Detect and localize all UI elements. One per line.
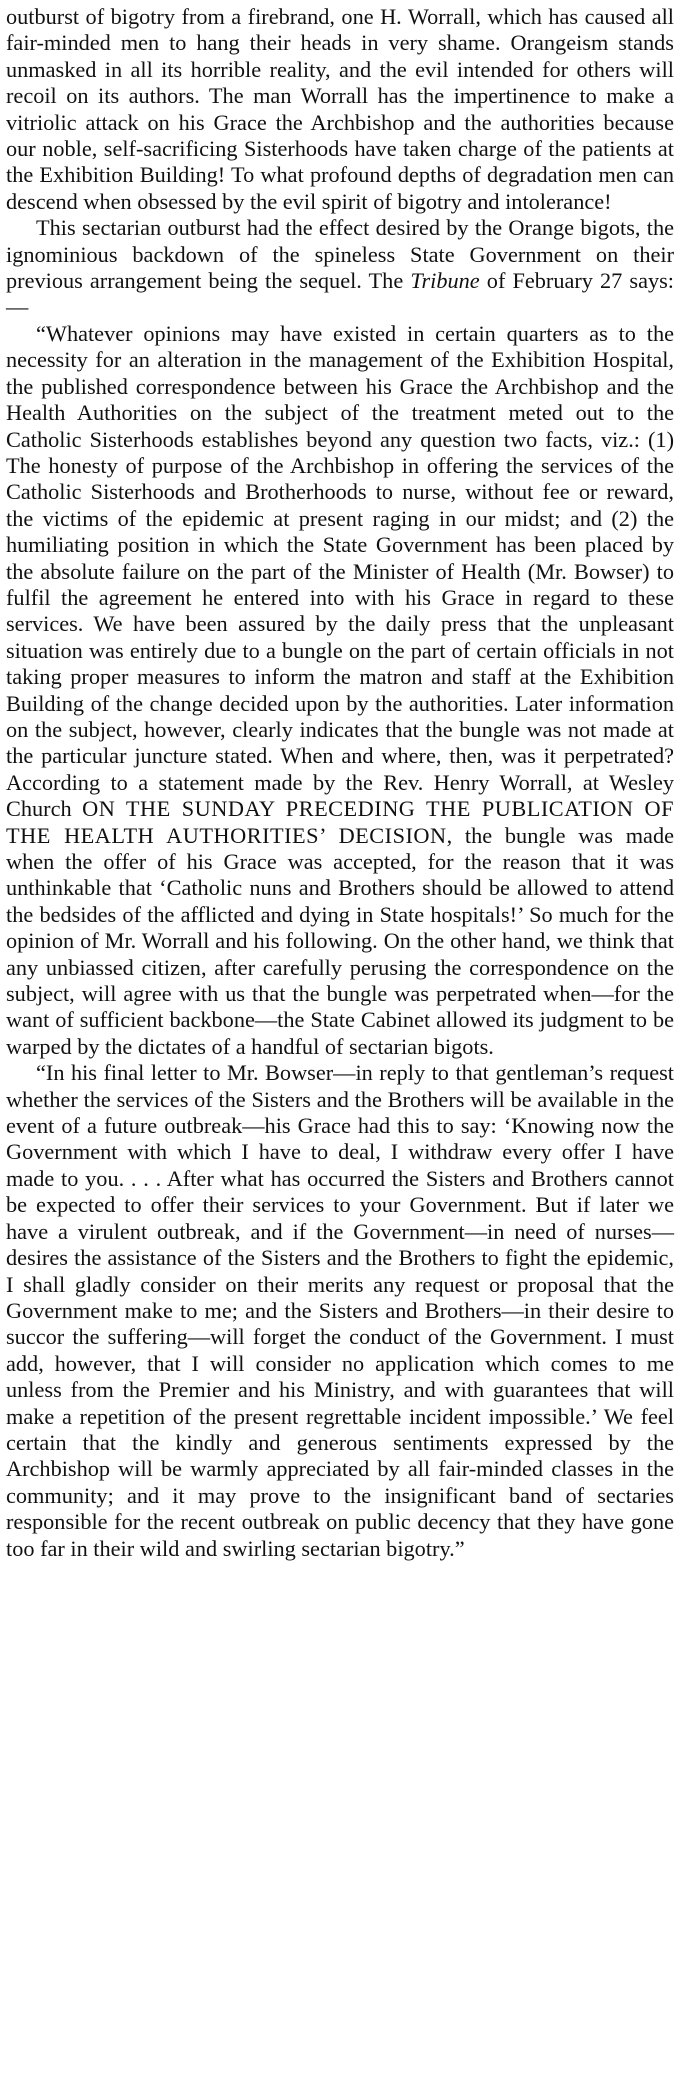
newspaper-title: Tribune (410, 268, 480, 294)
paragraph-3 (6, 321, 674, 1060)
paragraph-2 (6, 215, 674, 321)
paragraph-2-tail: of February 27 says:— (6, 268, 675, 320)
paragraph-3-tail: , the bungle was made when the offer of his Grace was accepted, for the reason that it was unthinkable that ‘Catholic nuns and Brothers should be allowed to attend the bedsides of the afflicted and dying in State hospitals!’ So much for the opinion of Mr. Worrall and his following. On the other hand, we think that any unbiassed citizen, after carefully perusing the correspondence on the subject, will agree with us that the bungle was perpetrated when—for the want of sufficient backbone—the State Cabinet allowed its judgment to be warped by the dictates of a handful of sectarian bigots. (6, 822, 674, 1059)
paragraph-4: “In his final letter to Mr. Bowser—in reply to that gentleman’s request whether the services of the Sisters and the Brothers will be available in the event of a future outbreak—his Grace had this to say: ‘Knowing now the Government with which I have to deal, I withdraw every offer I have made to you. . . . After what has occurred the Sisters and Brothers cannot be expected to offer their services to your Government. But if later we have a virulent outbreak, and if the Government—in need of nurses—desires the assistance of the Sisters and the Brothers to fight the epidemic, I shall gladly consider on their merits any request or proposal that the Government make to me; and the Sisters and Brothers—in their desire to succor the suffering—will forget the conduct of the Government. I must add, however, that I will consider no application which comes to me unless from the Premier and his Ministry, and with guarantees that will make a repetition of the present regrettable incident impossible.’ We feel certain that the kindly and generous sentiments expressed by the Archbishop will be warmly appreciated by all fair-minded classes in the community; and it may prove to the insignificant band of sectaries responsible for the recent outbreak on public decency that they have gone too far in their wild and swirling sectarian bigotry.” (6, 1060, 674, 1561)
paragraph-2-text: This sectarian outburst had the effect desired by the Orange bigots, the ignominious backdown of the spineless State Government on their previous arrangement being the sequel. The (6, 215, 674, 294)
emphasized-caps: ON THE SUNDAY PRECEDING THE PUBLICATION OF THE HEALTH AUTHORITIES’ DECISION (6, 796, 674, 848)
paragraph-3-text: “Whatever opinions may have existed in certain quarters as to the necessity for an alteration in the management of the Exhibition Hospital, the published correspondence between his Grace the Archbishop and the Health Authorities on the subject of the treatment meted out to the Catholic Sisterhoods establishes beyond any question two facts, viz.: (1) The honesty of purpose of the Archbishop in offering the services of the Catholic Sisterhoods and Brotherhoods to nurse, without fee or reward, the victims of the epidemic at present raging in our midst; and (2) the humiliating position in which the State Government has been placed by the absolute failure on the part of the Minister of Health (Mr. Bowser) to fulfil the agreement he entered into with his Grace in regard to these services. We have been assured by the daily press that the unpleasant situation was entirely due to a bungle on the part of certain officials in not taking proper measures to inform the matron and staff at the Exhibition Building of the change decided upon by the authorities. Later information on the subject, however, clearly indicates that the bungle was not made at the particular juncture stated. When and where, then, was it perpetrated? According to a statement made by the Rev. Henry Worrall, at Wesley Church (6, 320, 674, 822)
paragraph-1: outburst of bigotry from a firebrand, one H. Worrall, which has caused all fair-minded men to hang their heads in very shame. Orangeism stands unmasked in all its horrible reality, and the evil intended for others will recoil on its authors. The man Worrall has the impertinence to make a vitriolic attack on his Grace the Archbishop and the authorities because our noble, self-sacrificing Sisterhoods have taken charge of the patients at the Exhibition Building! To what profound depths of degradation men can descend when obsessed by the evil spirit of bigotry and intolerance! (6, 4, 674, 214)
